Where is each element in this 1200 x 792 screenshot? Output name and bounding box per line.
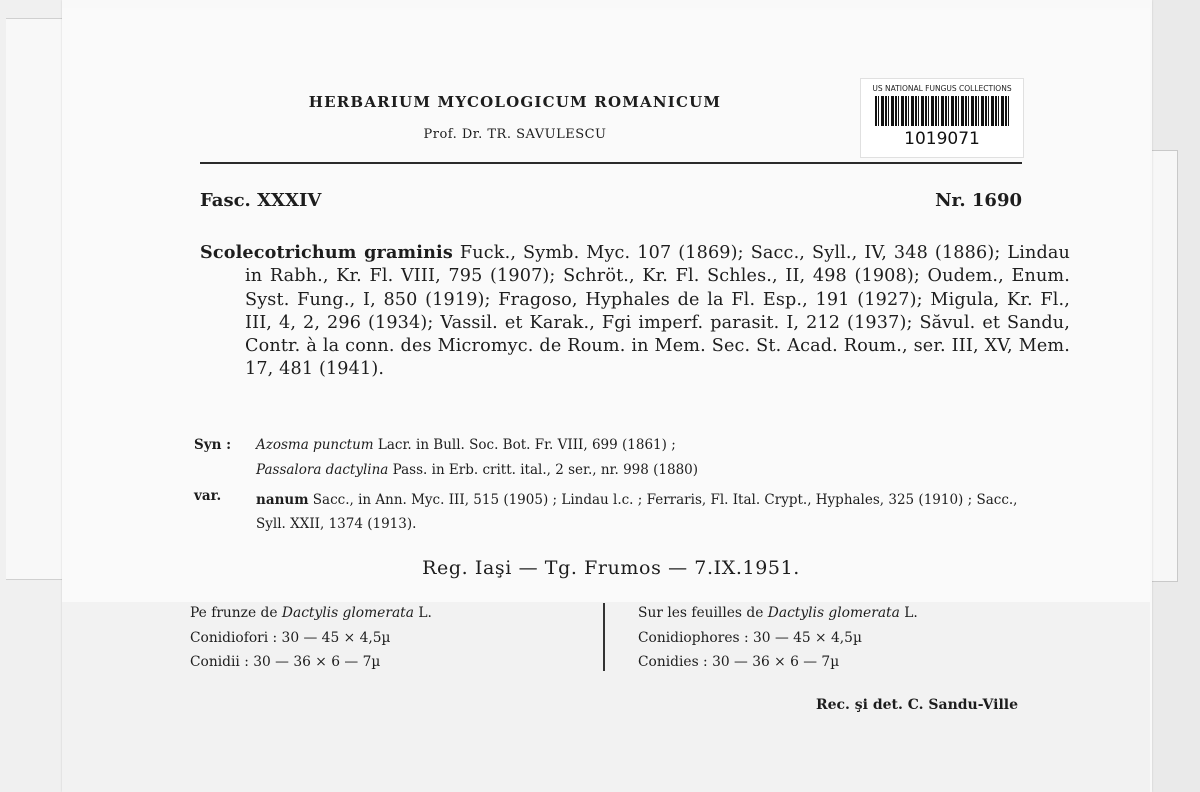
host-line-fr <box>638 601 918 626</box>
french-description <box>638 601 918 675</box>
host-prefix-ro: Pe frunze de <box>190 605 278 621</box>
conidiophore-line-fr: Conidiophores : 30 — 45 × 4,5µ <box>638 629 862 646</box>
variety-entry <box>256 488 1026 536</box>
specimen-number: Nr. 1690 <box>935 190 1022 211</box>
barcode-icon <box>875 96 1009 126</box>
folder-flap <box>6 18 67 580</box>
folder-flap-right <box>1148 150 1178 582</box>
barcode-number: 1019071 <box>904 129 980 149</box>
citation-references: Fuck., Symb. Myc. 107 (1869); Sacc., Syll., IV, 348 (1886); Lindau in Rabh., Kr. Fl. VIII, 795 (1907); Schröt., Kr. Fl. Schles., II, 498 (1908); Oudem., Enum. Syst. Fung., I, 850 (1919); Fragoso, Hyphales de la Fl. Esp., 191 (1927); Migula, Kr. Fl., III, 4, 2, 296 (1934); Vassil. et Karak., Fgi imperf. parasit. I, 212 (1937); Săvul. et Sandu, Contr. à la conn. des Micromyc. de Roum. in Mem. Sec. St. Acad. Roum., ser. III, XV, Mem. 17, 481 (1941). <box>245 243 1071 380</box>
barcode-label <box>860 78 1024 158</box>
conidia-line-fr: Conidies : 30 — 36 × 6 — 7µ <box>638 654 840 670</box>
herbarium-director: Prof. Dr. TR. SAVULESCU <box>423 127 607 142</box>
column-divider <box>603 603 605 671</box>
host-name-ro: Dactylis glomerata <box>281 605 414 621</box>
folder-edge-right <box>1150 0 1200 792</box>
synonym-2-name: Passalora dactylina <box>256 462 389 478</box>
host-name-fr: Dactylis glomerata <box>767 605 900 621</box>
conidia-line-ro: Conidii : 30 — 36 × 6 — 7µ <box>190 654 381 670</box>
collection-locality: Reg. Iaşi — Tg. Frumos — 7.IX.1951. <box>422 557 800 579</box>
synonym-1-name: Azosma punctum <box>256 437 374 453</box>
variety-name: nanum <box>256 492 309 508</box>
romanian-description <box>190 601 432 675</box>
folder-edge-left <box>0 0 71 792</box>
synonym-line-2 <box>256 462 1016 478</box>
header-rule <box>200 162 1022 164</box>
herbarium-title: HERBARIUM MYCOLOGICUM ROMANICUM <box>308 93 722 111</box>
fascicle-number: Fasc. XXXIV <box>200 190 322 211</box>
host-author-fr: L. <box>904 605 918 621</box>
synonyms-label: Syn : <box>194 437 232 453</box>
barcode-caption: US NATIONAL FUNGUS COLLECTIONS <box>872 84 1012 93</box>
synonym-1-reference: Lacr. in Bull. Soc. Bot. Fr. VIII, 699 (1861) ; <box>377 437 676 453</box>
synonym-2-reference: Pass. in Erb. critt. ital., 2 ser., nr. 998 (1880) <box>392 462 699 478</box>
collector-credit: Rec. şi det. C. Sandu-Ville <box>815 697 1018 713</box>
variety-reference: Sacc., in Ann. Myc. III, 515 (1905) ; Lindau l.c. ; Ferraris, Fl. Ital. Crypt., Hyphales, 325 (1910) ; Sacc., Syll. XXII, 1374 (1913). <box>256 492 1018 532</box>
conidiophore-line-ro: Conidiofori : 30 — 45 × 4,5µ <box>190 629 391 646</box>
host-line-ro <box>190 601 432 626</box>
species-citation <box>200 241 1070 382</box>
host-author-ro: L. <box>418 605 432 621</box>
variety-label: var. <box>194 488 222 504</box>
species-name: Scolecotrichum graminis <box>200 242 453 263</box>
host-prefix-fr: Sur les feuilles de <box>638 605 764 621</box>
synonym-line-1 <box>256 437 1016 453</box>
